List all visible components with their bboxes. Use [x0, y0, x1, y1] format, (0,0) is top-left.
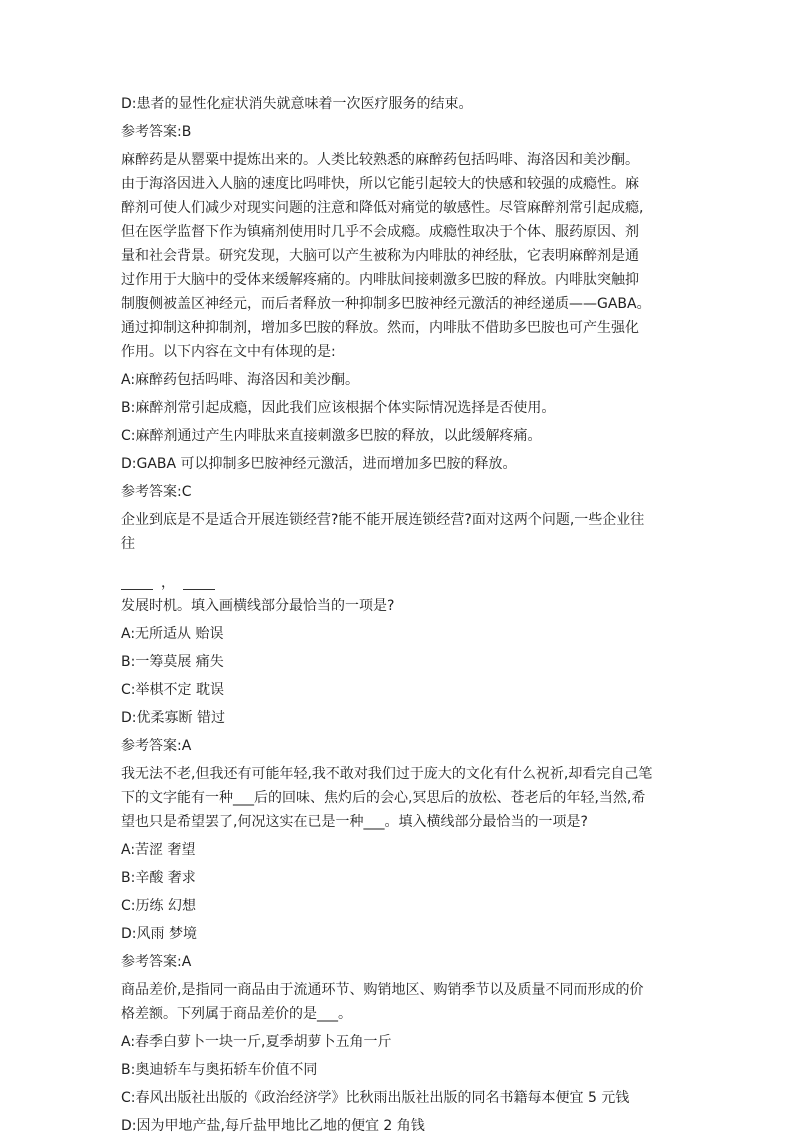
option-d: D:风雨 梦境	[121, 926, 197, 942]
answer-key: 参考答案:A	[121, 954, 192, 970]
answer-key: 参考答案:C	[121, 484, 192, 500]
answer-key: 参考答案:A	[121, 738, 192, 754]
passage-line: 麻醉药是从罂粟中提炼出来的。人类比较熟悉的麻醉药包括吗啡、海洛因和美沙酮。	[121, 152, 639, 168]
fill-blank	[183, 575, 215, 590]
passage-line: 企业到底是不是适合开展连锁经营?能不能开展连锁经营?面对这两个问题,一些企业往	[121, 512, 645, 528]
passage-line: 过作用于大脑中的受体来缓解疼痛的。内啡肽间接刺激多巴胺的释放。内啡肽突触抑	[121, 272, 639, 288]
fill-blank	[121, 575, 153, 590]
option-b: B:辛酸 奢求	[121, 870, 196, 886]
passage-line: 我无法不老,但我还有可能年轻,我不敢对我们过于庞大的文化有什么祝祈,却看完自己笔	[121, 766, 652, 782]
passage-line: 下的文字能有一种___后的回味、焦灼后的会心,冥思后的放松、苍老后的年轻,当然,希	[121, 790, 646, 806]
option-a: A:麻醉药包括吗啡、海洛因和美沙酮。	[121, 372, 360, 388]
option-d: D:因为甲地产盐,每斤盐甲地比乙地的便宜 2 角钱	[121, 1118, 425, 1134]
option-c: C:麻醉剂通过产生内啡肽来直接刺激多巴胺的释放，以此缓解疼痛。	[121, 428, 542, 444]
passage-line: 量和社会背景。研究发现，大脑可以产生被称为内啡肽的神经肽，它表明麻醉剂是通	[121, 248, 639, 264]
passage	[121, 508, 652, 556]
option-d: D:患者的显性化症状消失就意味着一次医疗服务的结束。	[121, 96, 473, 112]
option-c: C:春风出版社出版的《政治经济学》比秋雨出版社出版的同名书籍每本便宜 5 元钱	[121, 1090, 630, 1106]
passage-line: 商品差价,是指同一商品由于流通环节、购销地区、购销季节以及质量不同而形成的价	[121, 982, 644, 998]
option-d: D:优柔寡断 错过	[121, 710, 225, 726]
option-b: B:奥迪轿车与奥拓轿车价值不同	[121, 1062, 318, 1078]
passage-line: 制腹侧被盖区神经元，而后者释放一种抑制多巴胺神经元激活的神经递质——GABA。	[121, 296, 651, 312]
passage-line: 作用。以下内容在文中有体现的是:	[121, 344, 336, 360]
option-a: A:无所适从 贻误	[121, 626, 224, 642]
passage-line: 由于海洛因进入人脑的速度比吗啡快，所以它能引起较大的快感和较强的成瘾性。麻	[121, 176, 639, 192]
passage-line: 但在医学监督下作为镇痛剂使用时几乎不会成瘾。成瘾性取决于个体、服药原因、剂	[121, 224, 639, 240]
fill-blank-row	[121, 560, 652, 590]
option-c: C:历练 幻想	[121, 898, 196, 914]
answer-key: 参考答案:B	[121, 124, 192, 140]
passage	[121, 148, 652, 364]
question-prompt: 发展时机。填入画横线部分最恰当的一项是?	[121, 598, 395, 614]
option-b: B:麻醉剂常引起成瘾，因此我们应该根据个体实际情况选择是否使用。	[121, 400, 556, 416]
passage-line: 往	[121, 536, 135, 552]
option-c: C:举棋不定 耽误	[121, 682, 224, 698]
option-b: B:一筹莫展 痛失	[121, 654, 224, 670]
passage	[121, 978, 652, 1026]
passage-line: 通过抑制这种抑制剂，增加多巴胺的释放。然而，内啡肽不借助多巴胺也可产生强化	[121, 320, 639, 336]
passage-line: 格差额。下列属于商品差价的是___。	[121, 1006, 352, 1022]
passage-line: 醉剂可使人们减少对现实问题的注意和降低对痛觉的敏感性。尽管麻醉剂常引起成瘾,	[121, 200, 644, 216]
option-a: A:苦涩 奢望	[121, 842, 196, 858]
passage-line: 望也只是希望罢了,何况这实在已是一种___。填入横线部分最恰当的一项是?	[121, 814, 588, 830]
option-a: A:春季白萝卜一块一斤,夏季胡萝卜五角一斤	[121, 1034, 392, 1050]
blank-separator: ，	[161, 575, 175, 591]
passage	[121, 762, 652, 834]
option-d: D:GABA 可以抑制多巴胺神经元激活，进而增加多巴胺的释放。	[121, 456, 517, 472]
